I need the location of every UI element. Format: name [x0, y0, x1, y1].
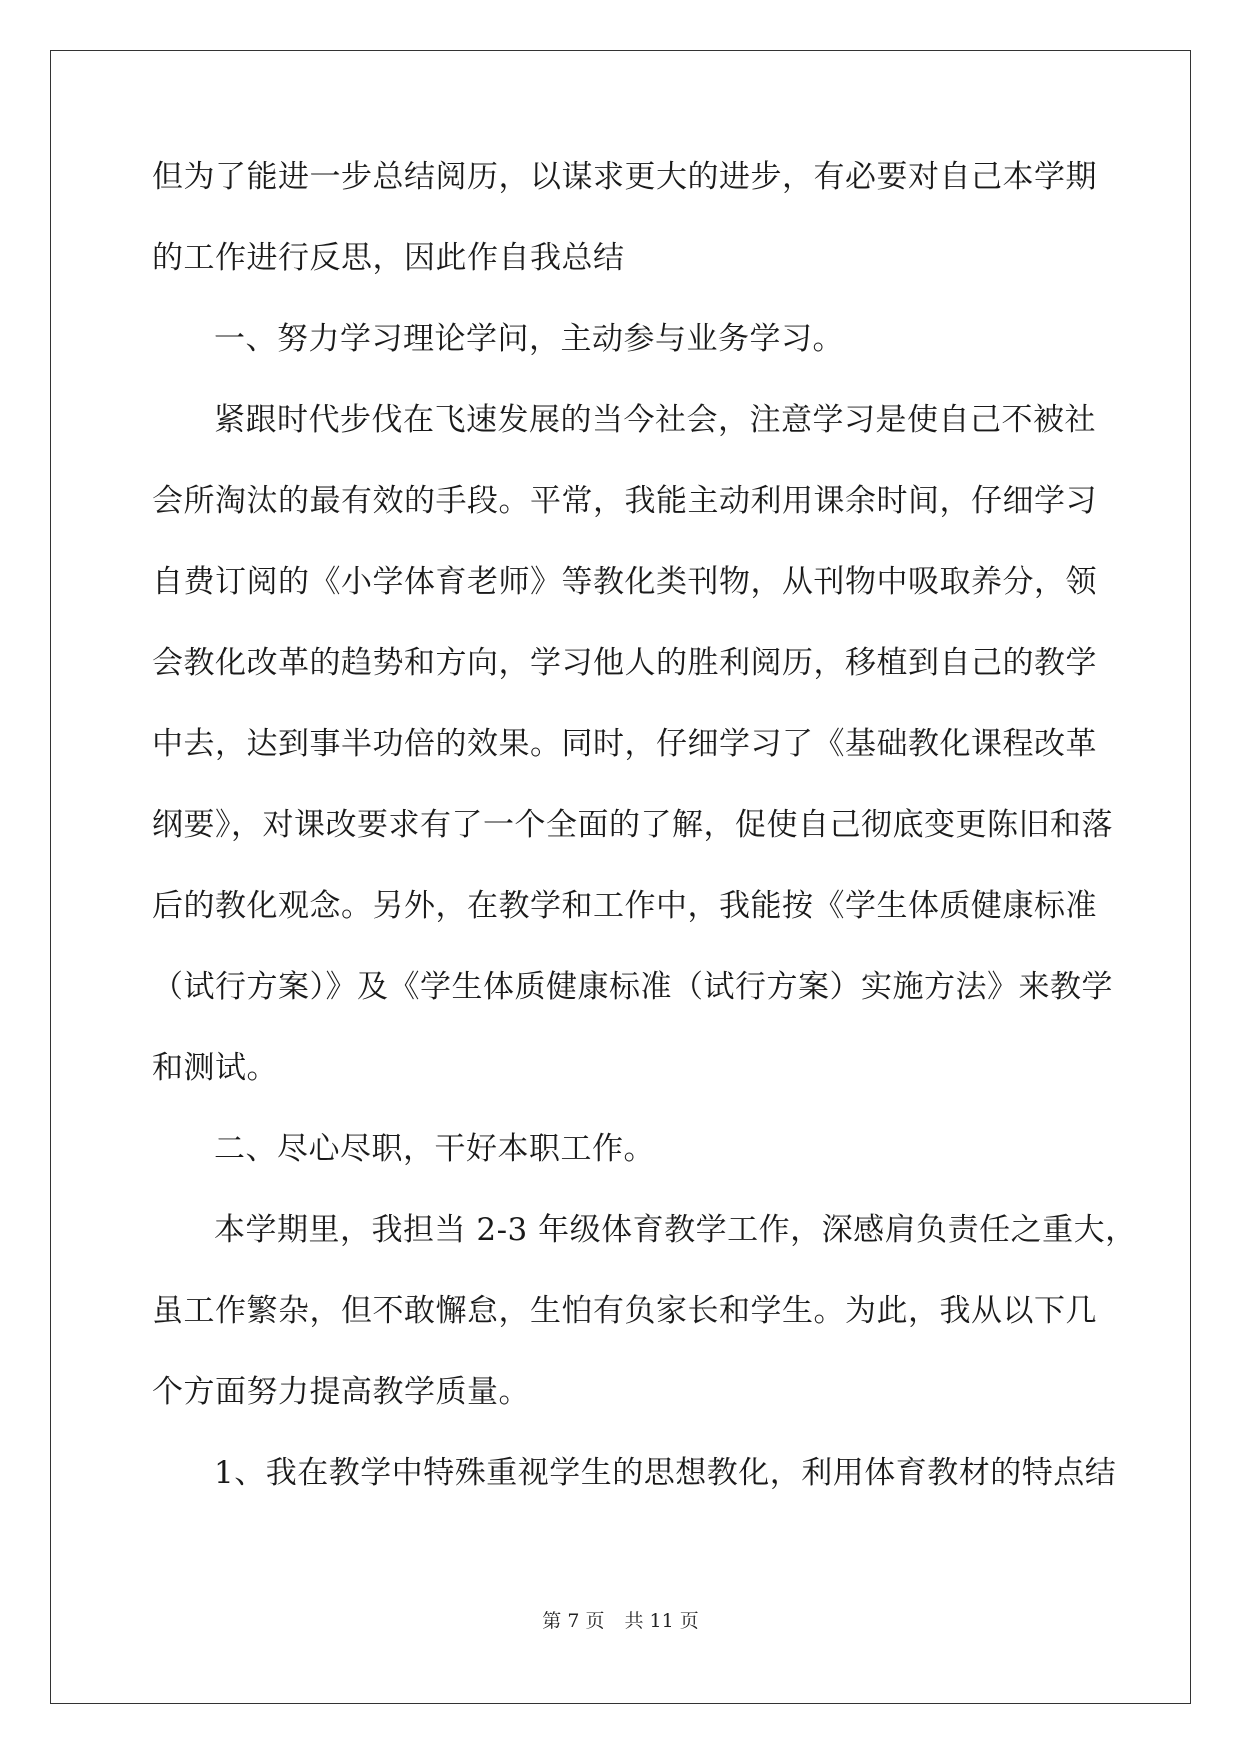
text-line: 纲要》，对课改要求有了一个全面的了解，促使自己彻底变更陈旧和落 [152, 807, 1113, 843]
text-line: 一、努力学习理论学问，主动参与业务学习。 [214, 321, 844, 357]
text-line: 1、我在教学中特殊重视学生的思想教化，利用体育教材的特点结 [214, 1455, 1117, 1491]
text-line: 自费订阅的《小学体育老师》等教化类刊物，从刊物中吸取养分，领 [152, 564, 1097, 600]
text-line: 虽工作繁杂，但不敢懈怠，生怕有负家长和学生。为此，我从以下几 [152, 1293, 1097, 1329]
text-line: 和测试。 [152, 1050, 278, 1086]
text-line: （试行方案）》及《学生体质健康标准（试行方案）实施方法》来教学 [152, 969, 1113, 1005]
document-body [152, 159, 1137, 1539]
text-line: 会所淘汰的最有效的手段。平常，我能主动利用课余时间，仔细学习 [152, 483, 1097, 519]
page-number-total: 共 11 页 [624, 1610, 699, 1632]
text-line: 中去，达到事半功倍的效果。同时，仔细学习了《基础教化课程改革 [152, 726, 1097, 762]
text-line: 二、尽心尽职，干好本职工作。 [214, 1131, 655, 1167]
text-line: 后的教化观念。另外，在教学和工作中，我能按《学生体质健康标准 [152, 888, 1097, 924]
text-line: 的工作进行反思，因此作自我总结 [152, 240, 625, 276]
text-line: 紧跟时代步伐在飞速发展的当今社会，注意学习是使自己不被社 [214, 402, 1096, 438]
page-footer [0, 1606, 1241, 1633]
text-line: 个方面努力提高教学质量。 [152, 1374, 530, 1410]
text-line: 本学期里，我担当 2-3 年级体育教学工作，深感肩负责任之重大， [214, 1212, 1137, 1248]
text-line: 但为了能进一步总结阅历，以谋求更大的进步，有必要对自己本学期 [152, 159, 1097, 195]
page-number-current: 第 7 页 [542, 1610, 605, 1632]
text-line: 会教化改革的趋势和方向，学习他人的胜利阅历，移植到自己的教学 [152, 645, 1097, 681]
